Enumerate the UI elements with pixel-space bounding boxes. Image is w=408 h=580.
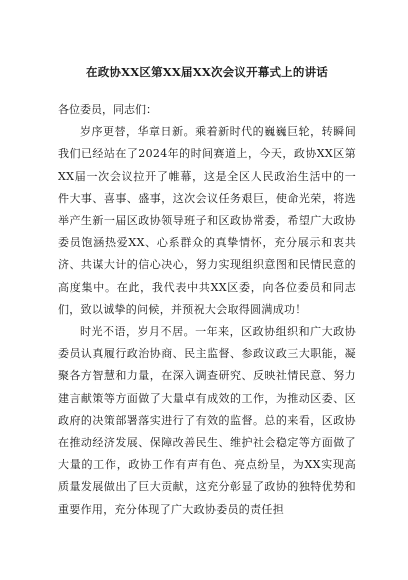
salutation: 各位委员，同志们： (58, 103, 157, 116)
document-title: 在政协XX区第XX届XX次会议开幕式上的讲话 (86, 65, 328, 79)
paragraph-2: 时光不语，岁月不居。一年来，区政协组织和广大政协委员认真履行政治协商、民主监督、参政议政三大职能，凝聚各方智慧和力量，在深入调查研究、反映社情民意、努力建言献策等方面做了大量卓有成效的工作，为推动区委、区政府的决策部署落实进行了有效的监督。总的来看，区政协在推动经济发展、保障改善民生、维护社会稳定等方面做了大量的工作，政协工作有声有色、亮点纷呈，为XX实现高质量发展做出了巨大贡献，这充分彰显了政协的独特优势和重要作用，充分体现了广大政协委员的责任担 (58, 325, 356, 516)
paragraph-1: 岁序更替，华章日新。乘着新时代的巍巍巨轮，转瞬间我们已经站在了2024年的时间赛道上，今天，政协XX区第XX届一次会议拉开了帷幕，这是全区人民政治生活中的一件大事、喜事、盛事，这次会议任务艰巨，使命光荣，将选举产生新一届区政协领导班子和区政协常委，希望广大政协委员饱涵热爱XX、心系群众的真挚情怀，充分展示和衷共济、共谋大计的信心决心，努力实现组织意图和民情民意的高度集中。在此，我代表中共XX区委，向各位委员和同志们，致以诚挚的问候，并预祝大会取得圆满成功！ (58, 125, 356, 316)
